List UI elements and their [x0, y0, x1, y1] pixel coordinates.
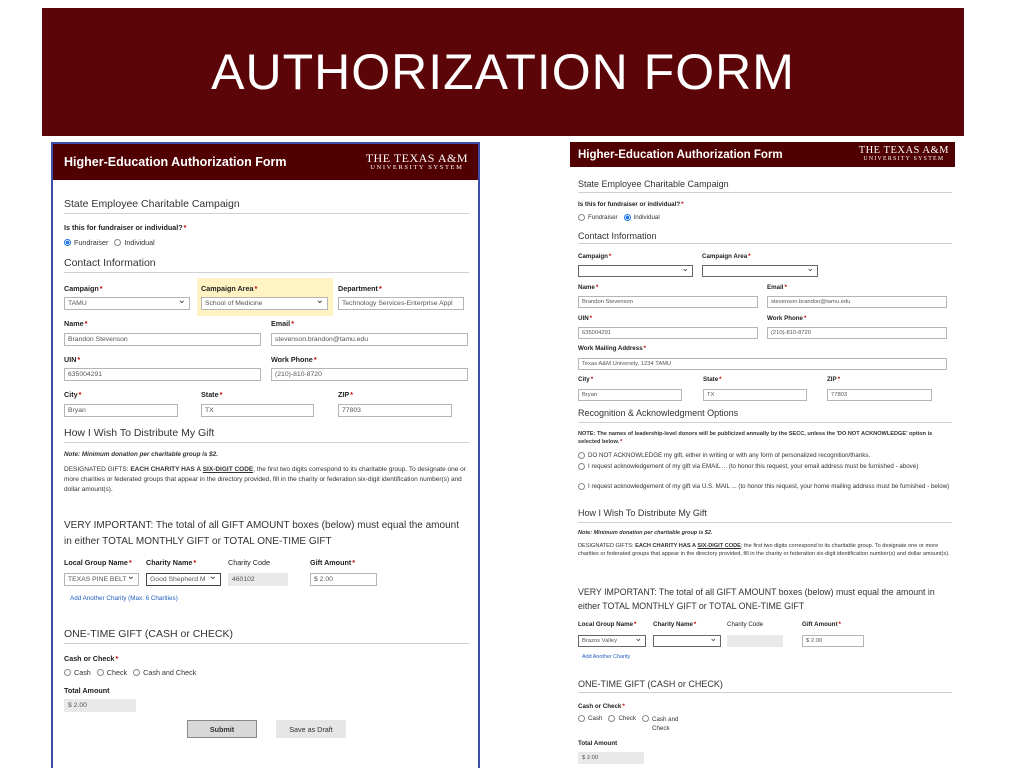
- section-title-contact: Contact Information: [578, 231, 657, 241]
- section-title-onetime: ONE-TIME GIFT (CASH or CHECK): [578, 679, 723, 689]
- campaign-area-select[interactable]: School of Medicine ⌄: [201, 297, 328, 310]
- uin-input[interactable]: 635004291: [578, 327, 758, 339]
- individual-radio[interactable]: [114, 239, 121, 246]
- title-banner: [42, 8, 964, 136]
- gift-amount-input[interactable]: $ 2.00: [802, 635, 864, 647]
- minimum-donation-note: Note: Minimum donation per charitable group is $2.: [578, 530, 713, 536]
- total-amount-label: Total Amount: [64, 686, 110, 695]
- gift-amount-input[interactable]: $ 2.00: [310, 573, 377, 586]
- very-important-text: VERY IMPORTANT: The total of all GIFT AMOUNT boxes (below) must equal the amount in either TOTAL MONTHLY GIFT or TOTAL ONE-TIME GIFT: [64, 520, 459, 547]
- section-title-campaign: State Employee Charitable Campaign: [64, 198, 240, 210]
- campaign-area-label: Campaign Area*: [702, 253, 751, 260]
- campaign-area-select[interactable]: [702, 265, 818, 277]
- fundraiser-radio[interactable]: [578, 214, 585, 221]
- section-title-distribute: How I Wish To Distribute My Gift: [578, 508, 707, 518]
- right-form-screenshot: [570, 142, 955, 768]
- recognition-option-1: DO NOT ACKNOWLEDGE my gift, either in writing or with any form of personalized recognition/thanks.: [578, 452, 950, 459]
- zip-label: ZIP*: [827, 376, 841, 383]
- total-amount-input: $ 2.00: [64, 699, 136, 712]
- submit-button[interactable]: Submit: [187, 720, 257, 738]
- campaign-select[interactable]: [578, 265, 693, 277]
- recognition-option-3: I request acknowledgement of my gift via U.S. MAIL ... (to honor this request, your home mailing address must be furnished - below): [578, 482, 950, 491]
- state-label: State*: [703, 376, 722, 383]
- cash-check-label: Cash or Check*: [64, 654, 119, 663]
- gift-amount-label: Gift Amount*: [310, 558, 356, 567]
- email-label: Email*: [271, 319, 294, 328]
- zip-input[interactable]: 77803: [338, 404, 452, 417]
- fundraiser-question: Is this for fundraiser or individual?*: [64, 223, 187, 232]
- charity-name-label: Charity Name*: [146, 558, 197, 567]
- designated-gifts-text: DESIGNATED GIFTS: EACH CHARITY HAS A SIX-DIGIT CODE; the first two digits correspond to its charitable group. To designate one or more charities or federated groups that appear in the directory provided, fill in the charity or federation six-digit identification number(s) and dollar amount(s).: [64, 466, 466, 493]
- minimum-donation-note: Note: Minimum donation per charitable group is $2.: [64, 451, 218, 458]
- zip-label: ZIP*: [338, 390, 353, 399]
- work-phone-input[interactable]: (210)-810-8720: [271, 368, 468, 381]
- local-group-select[interactable]: TEXAS PINE BELT ⌄: [64, 573, 139, 586]
- cash-check-radio-group: Cash Check Cash and Check: [64, 668, 196, 677]
- slide-title: AUTHORIZATION FORM: [211, 44, 795, 100]
- work-phone-label: Work Phone*: [767, 315, 807, 322]
- uin-label: UIN*: [64, 355, 81, 364]
- cash-radio[interactable]: [64, 669, 71, 676]
- save-draft-button[interactable]: Save as Draft: [276, 720, 346, 738]
- campaign-area-label: Campaign Area*: [201, 284, 258, 293]
- city-label: City*: [578, 376, 594, 383]
- section-title-onetime: ONE-TIME GIFT (CASH or CHECK): [64, 628, 233, 640]
- cash-check-radio-group: Cash Check Cash and Check: [578, 715, 686, 734]
- email-input[interactable]: stevenson.brandon@tamu.edu: [271, 333, 468, 346]
- state-input[interactable]: TX: [201, 404, 314, 417]
- city-input[interactable]: Bryan: [578, 389, 682, 401]
- name-input[interactable]: Brandon Stevenson: [64, 333, 261, 346]
- name-label: Name*: [64, 319, 88, 328]
- campaign-label: Campaign*: [64, 284, 103, 293]
- do-not-acknowledge-radio[interactable]: [578, 452, 585, 459]
- city-label: City*: [64, 390, 82, 399]
- section-title-distribute: How I Wish To Distribute My Gift: [64, 427, 215, 439]
- form-header: [570, 142, 955, 167]
- left-form-screenshot: [51, 142, 480, 768]
- form-header: [53, 144, 478, 180]
- check-radio[interactable]: [97, 669, 104, 676]
- fundraiser-radio[interactable]: [64, 239, 71, 246]
- local-group-label: Local Group Name*: [64, 558, 132, 567]
- campaign-label: Campaign*: [578, 253, 612, 260]
- add-charity-link[interactable]: Add Another Charity: [582, 654, 631, 660]
- very-important-text: VERY IMPORTANT: The total of all GIFT AMOUNT boxes (below) must equal the amount in either TOTAL MONTHLY GIFT or TOTAL ONE-TIME GIFT: [578, 587, 935, 611]
- charity-name-label: Charity Name*: [653, 621, 697, 628]
- texas-am-logo: THE TEXAS A&M UNIVERSITY SYSTEM: [365, 151, 468, 172]
- zip-input[interactable]: 77803: [827, 389, 932, 401]
- charity-code-label: Charity Code: [228, 558, 270, 567]
- recognition-note: NOTE: The names of leadership-level donors will be publicized annually by the SECC, unless the 'DO NOT ACKNOWLEDGE' option is selected below.*: [578, 431, 933, 446]
- city-input[interactable]: Bryan: [64, 404, 178, 417]
- cash-and-check-radio[interactable]: [133, 669, 140, 676]
- charity-code-label: Charity Code: [727, 621, 764, 628]
- form-title: Higher-Education Authorization Form: [578, 148, 783, 161]
- fundraiser-question: Is this for fundraiser or individual?*: [578, 201, 684, 208]
- check-radio[interactable]: [608, 715, 615, 722]
- local-group-select[interactable]: Brazos Valley ⌄: [578, 635, 646, 647]
- acknowledge-email-radio[interactable]: [578, 463, 585, 470]
- charity-name-select[interactable]: [653, 635, 721, 647]
- section-title-contact: Contact Information: [64, 257, 156, 269]
- charity-code-input: [727, 635, 783, 647]
- charity-name-select[interactable]: Good Shepherd M ⌄: [146, 573, 221, 586]
- uin-label: UIN*: [578, 315, 593, 322]
- individual-radio[interactable]: [624, 214, 631, 221]
- email-input[interactable]: stevenson.brandon@tamu.edu: [767, 296, 947, 308]
- state-label: State*: [201, 390, 223, 399]
- total-amount-label: Total Amount: [578, 740, 618, 747]
- work-address-label: Work Mailing Address*: [578, 345, 647, 352]
- charity-code-input: 460102: [228, 573, 288, 586]
- cash-and-check-radio[interactable]: [642, 715, 649, 722]
- recognition-option-2: I request acknowledgement of my gift via EMAIL ... (to honor this request, your email address must be furnished - above): [578, 462, 950, 471]
- name-label: Name*: [578, 284, 599, 291]
- department-label: Department*: [338, 284, 382, 293]
- email-label: Email*: [767, 284, 787, 291]
- fundraiser-radio-group: Fundraiser Individual: [578, 214, 660, 221]
- section-title-recognition: Recognition & Acknowledgment Options: [578, 408, 739, 418]
- texas-am-logo: THE TEXAS A&M UNIVERSITY SYSTEM: [858, 144, 949, 163]
- name-input[interactable]: Brandon Stevenson: [578, 296, 758, 308]
- campaign-select[interactable]: TAMU ⌄: [64, 297, 190, 310]
- work-address-input[interactable]: Texas A&M University, 1234 TAMU: [578, 358, 947, 370]
- state-input[interactable]: TX: [703, 389, 807, 401]
- work-phone-input[interactable]: (210)-810-8720: [767, 327, 947, 339]
- local-group-label: Local Group Name*: [578, 621, 637, 628]
- cash-radio[interactable]: [578, 715, 585, 722]
- add-charity-link[interactable]: Add Another Charity (Max: 6 Charities): [70, 595, 178, 602]
- cash-check-label: Cash or Check*: [578, 703, 625, 710]
- uin-input[interactable]: 635004291: [64, 368, 261, 381]
- work-phone-label: Work Phone*: [271, 355, 317, 364]
- total-amount-input: $ 2.00: [578, 752, 644, 764]
- fundraiser-radio-group: Fundraiser Individual: [64, 238, 155, 247]
- acknowledge-mail-radio[interactable]: [578, 483, 585, 490]
- designated-gifts-text: DESIGNATED GIFTS: EACH CHARITY HAS A SIX-DIGIT CODE; the first two digits correspond to its charitable group. To designate one or more charities or federated groups that appear in the directory provided, fill in the charity or federation six-digit identification number(s) and dollar amount(s).: [578, 543, 950, 558]
- form-title: Higher-Education Authorization Form: [64, 155, 287, 169]
- section-title-campaign: State Employee Charitable Campaign: [578, 179, 729, 189]
- gift-amount-label: Gift Amount*: [802, 621, 841, 628]
- department-input[interactable]: Technology Services-Enterprise Appl: [338, 297, 464, 310]
